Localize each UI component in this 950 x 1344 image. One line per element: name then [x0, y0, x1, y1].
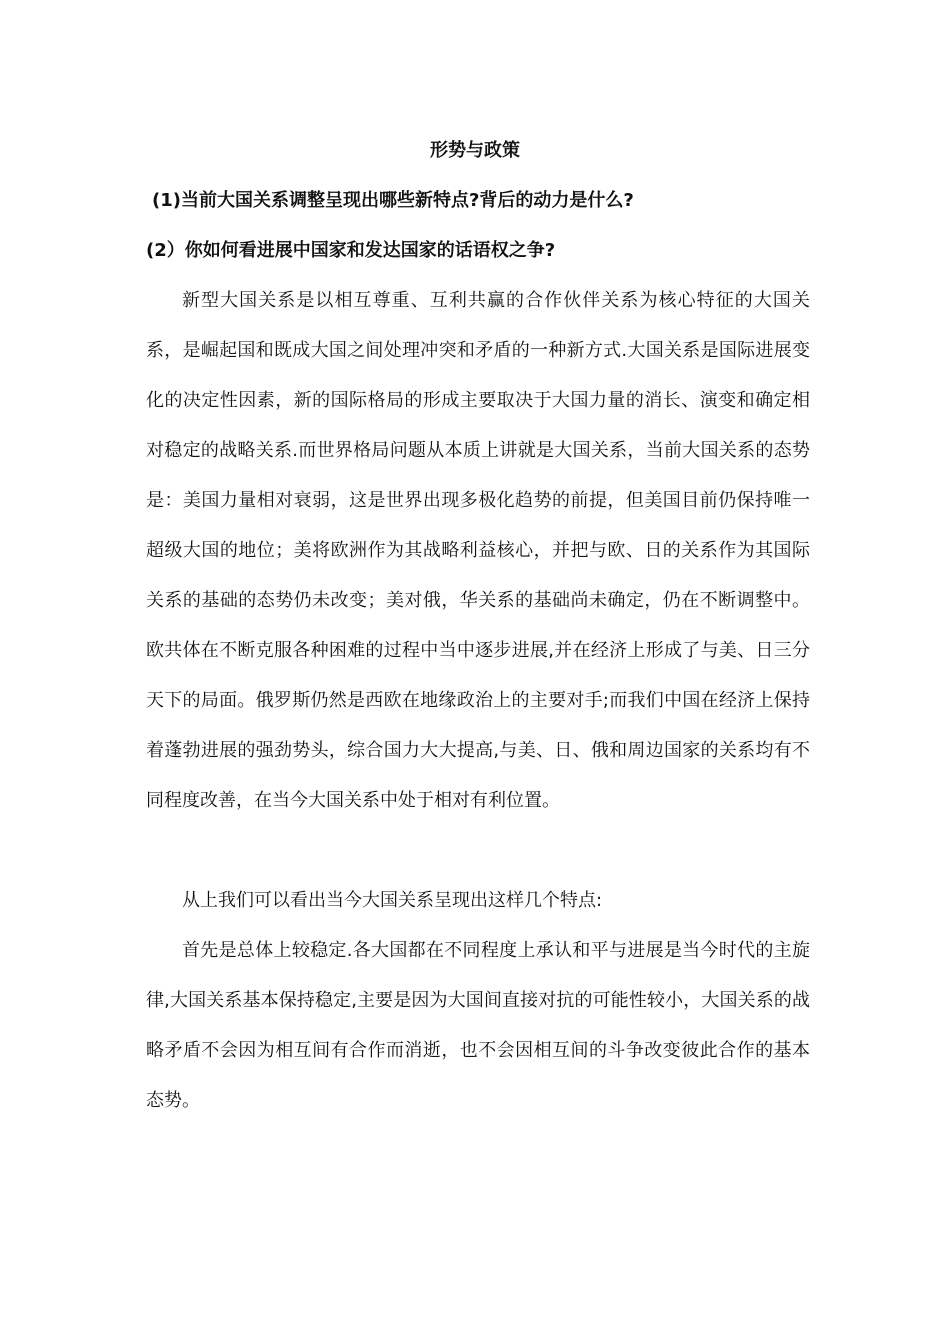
document-title: 形势与政策: [430, 140, 520, 161]
paragraph-3: 首先是总体上较稳定.各大国都在不同程度上承认和平与进展是当今时代的主旋律,大国关系基本保持稳定,主要是因为大国间直接对抗的可能性较小，大国关系的战略矛盾不会因为相互间有合作而消逝，也不会因相互间的斗争改变彼此合作的基本态势。: [146, 940, 810, 1111]
question-2: (2）你如何看进展中国家和发达国家的话语权之争?: [146, 240, 556, 261]
paragraph-2: 从上我们可以看出当今大国关系呈现出这样几个特点:: [182, 890, 603, 911]
paragraph-1: 新型大国关系是以相互尊重、互利共赢的合作伙伴关系为核心特征的大国关系，是崛起国和既成大国之间处理冲突和矛盾的一种新方式.大国关系是国际进展变化的决定性因素，新的国际格局的形成主要取决于大国力量的消长、演变和确定相对稳定的战略关系.而世界格局问题从本质上讲就是大国关系，当前大国关系的态势是：美国力量相对衰弱，这是世界出现多极化趋势的前提，但美国目前仍保持唯一超级大国的地位；美将欧洲作为其战略利益核心，并把与欧、日的关系作为其国际关系的基础的态势仍未改变；美对俄，华关系的基础尚未确定，仍在不断调整中。欧共体在不断克服各种困难的过程中当中逐步进展,并在经济上形成了与美、日三分天下的局面。俄罗斯仍然是西欧在地缘政治上的主要对手;而我们中国在经济上保持着蓬勃进展的强劲势头，综合国力大大提高,与美、日、俄和周边国家的关系均有不同程度改善，在当今大国关系中处于相对有利位置。: [146, 290, 810, 811]
question-1: (1)当前大国关系调整呈现出哪些新特点?背后的动力是什么?: [152, 190, 634, 211]
